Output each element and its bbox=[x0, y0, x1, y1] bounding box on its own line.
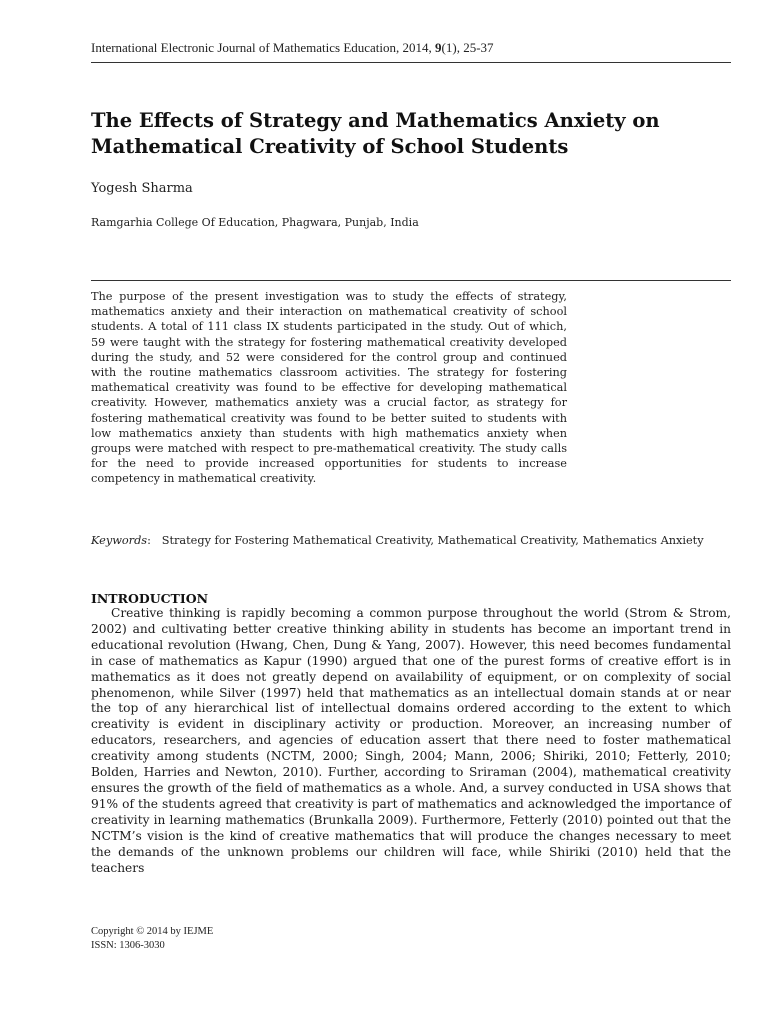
page-footer bbox=[91, 925, 213, 953]
keywords-label: Keywords bbox=[91, 534, 148, 547]
abstract: The purpose of the present investigation was to study the effects of strategy, mathematics anxiety and their interaction on mathematical creativity of school students. A total of 111 class IX students participated in the study. Out of which, 59 were taught with the strategy for fostering mathematical creativity developed during the study, and 52 were considered for the control group and continued with the routine mathematics classroom activities. The strategy for fostering mathematical creativity was found to be effective for developing mathematical creativity. However, mathematics anxiety was a crucial factor, as strategy for fostering mathematical creativity was found to be better suited to students with low mathematics anxiety than students with high mathematics anxiety when groups were matched with respect to pre-mathematical creativity. The study calls for the need to provide increased opportunities for students to increase competency in mathematical creativity. bbox=[91, 290, 567, 486]
keywords: Keywords: Strategy for Fostering Mathematical Creativity, Mathematical Creativity, Mathematics Anxiety bbox=[91, 534, 704, 547]
author-affiliation: Ramgarhia College Of Education, Phagwara, Punjab, India bbox=[91, 216, 419, 229]
keywords-text: Strategy for Fostering Mathematical Creativity, Mathematical Creativity, Mathematics Anxiety bbox=[161, 534, 704, 547]
article-title: The Effects of Strategy and Mathematics Anxiety on Mathematical Creativity of School Students bbox=[91, 109, 660, 158]
header-rule bbox=[91, 62, 731, 63]
section-heading-introduction: INTRODUCTION bbox=[91, 591, 209, 606]
journal-citation: International Electronic Journal of Mathematics Education, 2014, bbox=[91, 40, 436, 55]
issn: ISSN: 1306-3030 bbox=[91, 940, 165, 951]
journal-volume: 9 bbox=[435, 40, 442, 55]
copyright-notice: Copyright © 2014 by IEJME bbox=[91, 926, 214, 937]
abstract-rule bbox=[91, 280, 731, 281]
introduction-paragraph: Creative thinking is rapidly becoming a common purpose throughout the world (Strom & Strom, 2002) and cultivating better creative thinking ability in students has become an important trend in educational revolution (Hwang, Chen, Dung & Yang, 2007). However, this need becomes fundamental in case of mathematics as Kapur (1990) argued that one of the purest forms of creative effort is in mathematics as it does not greatly depend on availability of equipment, or on complexity of social phenomenon, while Silver (1997) held that mathematics as an intellectual domain stands at or near the top of any hierarchical list of intellectual domains ordered according to the extent to which creativity is evident in disciplinary activity or production. Moreover, an increasing number of educators, researchers, and agencies of education assert that there need to foster mathematical creativity among students (NCTM, 2000; Singh, 2004; Mann, 2006; Shiriki, 2010; Fetterly, 2010; Bolden, Harries and Newton, 2010). Further, according to Sriraman (2004), mathematical creativity ensures the growth of the field of mathematics as a whole. And, a survey conducted in USA shows that 91% of the students agreed that creativity is part of mathematics and acknowledged the importance of creativity in learning mathematics (Brunkalla 2009). Furthermore, Fetterly (2010) pointed out that the NCTM’s vision is the kind of creative mathematics that will produce the changes necessary to meet the demands of the unknown problems our children will face, while Shiriki (2010) held that the teachers bbox=[91, 606, 731, 875]
author-name: Yogesh Sharma bbox=[91, 181, 193, 196]
journal-issue-pages: (1), 25-37 bbox=[441, 40, 494, 55]
journal-header bbox=[91, 40, 494, 56]
